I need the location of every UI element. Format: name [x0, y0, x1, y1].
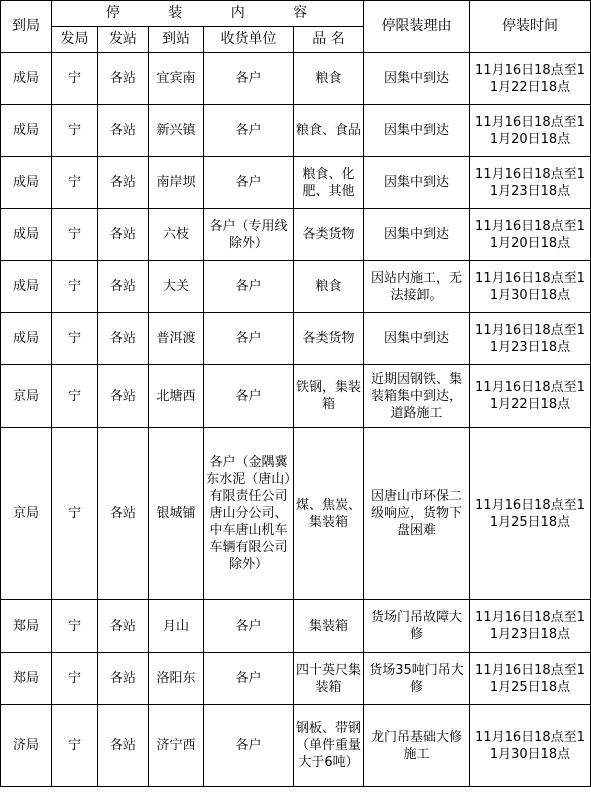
cell-reason: 因集中到达: [364, 313, 470, 365]
cell-time: 11月16日18点至11月23日18点: [470, 600, 591, 653]
table-row: [1, 53, 591, 105]
header-to-station: 到站: [149, 27, 204, 53]
cell-to-station: 南岸坝: [149, 157, 204, 209]
header-goods: 品 名: [294, 27, 364, 53]
cell-time: 11月16日18点至11月30日18点: [470, 261, 591, 313]
cell-reason: 因站内施工，无法接卸。: [364, 261, 470, 313]
table-row: [1, 313, 591, 365]
cell-reason: 因集中到达: [364, 105, 470, 157]
cell-from-bureau: 宁: [52, 705, 98, 787]
header-group: 停 装 内 容: [52, 1, 364, 27]
table-row: [1, 209, 591, 261]
cell-reason: 因唐山市环保二级响应，货物下盘困难: [364, 428, 470, 600]
cell-from-bureau: 宁: [52, 365, 98, 428]
cell-time: 11月16日18点至11月25日18点: [470, 428, 591, 600]
cell-from-station: 各站: [98, 705, 149, 787]
cell-from-bureau: 宁: [52, 653, 98, 705]
cell-arrival: 京局: [1, 365, 52, 428]
cell-reason: 货场门吊故障大修: [364, 600, 470, 653]
cell-goods: 粮食、化肥、其他: [294, 157, 364, 209]
cell-from-bureau: 宁: [52, 313, 98, 365]
cell-goods: 钢板、带钢（单件重量大于6吨）: [294, 705, 364, 787]
cell-reason: 货场35吨门吊大修: [364, 653, 470, 705]
cell-consignee: 各户: [204, 157, 294, 209]
cell-consignee: 各户: [204, 53, 294, 105]
cell-from-station: 各站: [98, 209, 149, 261]
cell-time: 11月16日18点至11月23日18点: [470, 313, 591, 365]
cell-to-station: 六枝: [149, 209, 204, 261]
cell-reason: 因集中到达: [364, 53, 470, 105]
header-from-station: 发站: [98, 27, 149, 53]
cell-from-station: 各站: [98, 261, 149, 313]
cell-from-station: 各站: [98, 53, 149, 105]
cell-to-station: 银城铺: [149, 428, 204, 600]
cell-from-station: 各站: [98, 157, 149, 209]
header-reason: 停限装理由: [364, 1, 470, 53]
cell-goods: 煤、焦炭、集装箱: [294, 428, 364, 600]
header-arrival: 到局: [1, 1, 52, 53]
header-from-bureau: 发局: [52, 27, 98, 53]
cell-to-station: 宜宾南: [149, 53, 204, 105]
cell-time: 11月16日18点至11月20日18点: [470, 105, 591, 157]
cell-time: 11月16日18点至11月30日18点: [470, 705, 591, 787]
cell-arrival: 成局: [1, 209, 52, 261]
cell-arrival: 成局: [1, 261, 52, 313]
table-row: [1, 600, 591, 653]
cell-to-station: 普洱渡: [149, 313, 204, 365]
header-time: 停装时间: [470, 1, 591, 53]
cell-from-station: 各站: [98, 105, 149, 157]
cell-from-station: 各站: [98, 365, 149, 428]
cell-from-bureau: 宁: [52, 428, 98, 600]
cell-from-station: 各站: [98, 653, 149, 705]
table-row: [1, 705, 591, 787]
cell-from-bureau: 宁: [52, 157, 98, 209]
cell-from-bureau: 宁: [52, 53, 98, 105]
cell-goods: 各类货物: [294, 313, 364, 365]
cell-to-station: 北塘西: [149, 365, 204, 428]
cell-goods: 集装箱: [294, 600, 364, 653]
cell-time: 11月16日18点至11月25日18点: [470, 653, 591, 705]
cell-consignee: 各户: [204, 600, 294, 653]
cell-consignee: 各户: [204, 313, 294, 365]
table-row: [1, 157, 591, 209]
cell-arrival: 济局: [1, 705, 52, 787]
cell-reason: 近期因钢铁、集装箱集中到达，道路施工: [364, 365, 470, 428]
cell-arrival: 京局: [1, 428, 52, 600]
cell-reason: 因集中到达: [364, 209, 470, 261]
cell-goods: 铁钢，集装箱: [294, 365, 364, 428]
cell-arrival: 郑局: [1, 653, 52, 705]
cell-from-bureau: 宁: [52, 600, 98, 653]
cell-consignee: 各户: [204, 261, 294, 313]
cell-consignee: 各户: [204, 653, 294, 705]
cell-arrival: 成局: [1, 53, 52, 105]
cell-from-bureau: 宁: [52, 105, 98, 157]
cell-to-station: 新兴镇: [149, 105, 204, 157]
cell-to-station: 月山: [149, 600, 204, 653]
header-consignee: 收货单位: [204, 27, 294, 53]
table-row: [1, 653, 591, 705]
cell-consignee: 各户（专用线除外）: [204, 209, 294, 261]
table-row: [1, 365, 591, 428]
cell-from-station: 各站: [98, 600, 149, 653]
cell-arrival: 成局: [1, 105, 52, 157]
cell-consignee: 各户: [204, 365, 294, 428]
cell-from-bureau: 宁: [52, 261, 98, 313]
cell-goods: 粮食、食品: [294, 105, 364, 157]
cell-arrival: 成局: [1, 313, 52, 365]
table-row: [1, 261, 591, 313]
cell-to-station: 洛阳东: [149, 653, 204, 705]
cell-reason: 因集中到达: [364, 157, 470, 209]
cell-time: 11月16日18点至11月22日18点: [470, 53, 591, 105]
cell-from-bureau: 宁: [52, 209, 98, 261]
cell-time: 11月16日18点至11月23日18点: [470, 157, 591, 209]
cell-goods: 粮食: [294, 53, 364, 105]
table-row: [1, 428, 591, 600]
cell-from-station: 各站: [98, 313, 149, 365]
cell-time: 11月16日18点至11月22日18点: [470, 365, 591, 428]
cell-consignee: 各户: [204, 105, 294, 157]
cell-goods: 粮食: [294, 261, 364, 313]
cell-goods: 各类货物: [294, 209, 364, 261]
cell-time: 11月16日18点至11月20日18点: [470, 209, 591, 261]
cell-goods: 四十英尺集装箱: [294, 653, 364, 705]
cell-from-station: 各站: [98, 428, 149, 600]
cell-reason: 龙门吊基础大修施工: [364, 705, 470, 787]
table-row: [1, 105, 591, 157]
cell-consignee: 各户: [204, 705, 294, 787]
cell-arrival: 郑局: [1, 600, 52, 653]
cell-to-station: 济宁西: [149, 705, 204, 787]
cell-arrival: 成局: [1, 157, 52, 209]
cell-to-station: 大关: [149, 261, 204, 313]
cell-consignee: 各户（金隅冀东水泥（唐山）有限责任公司唐山分公司、中车唐山机车车辆有限公司除外）: [204, 428, 294, 600]
